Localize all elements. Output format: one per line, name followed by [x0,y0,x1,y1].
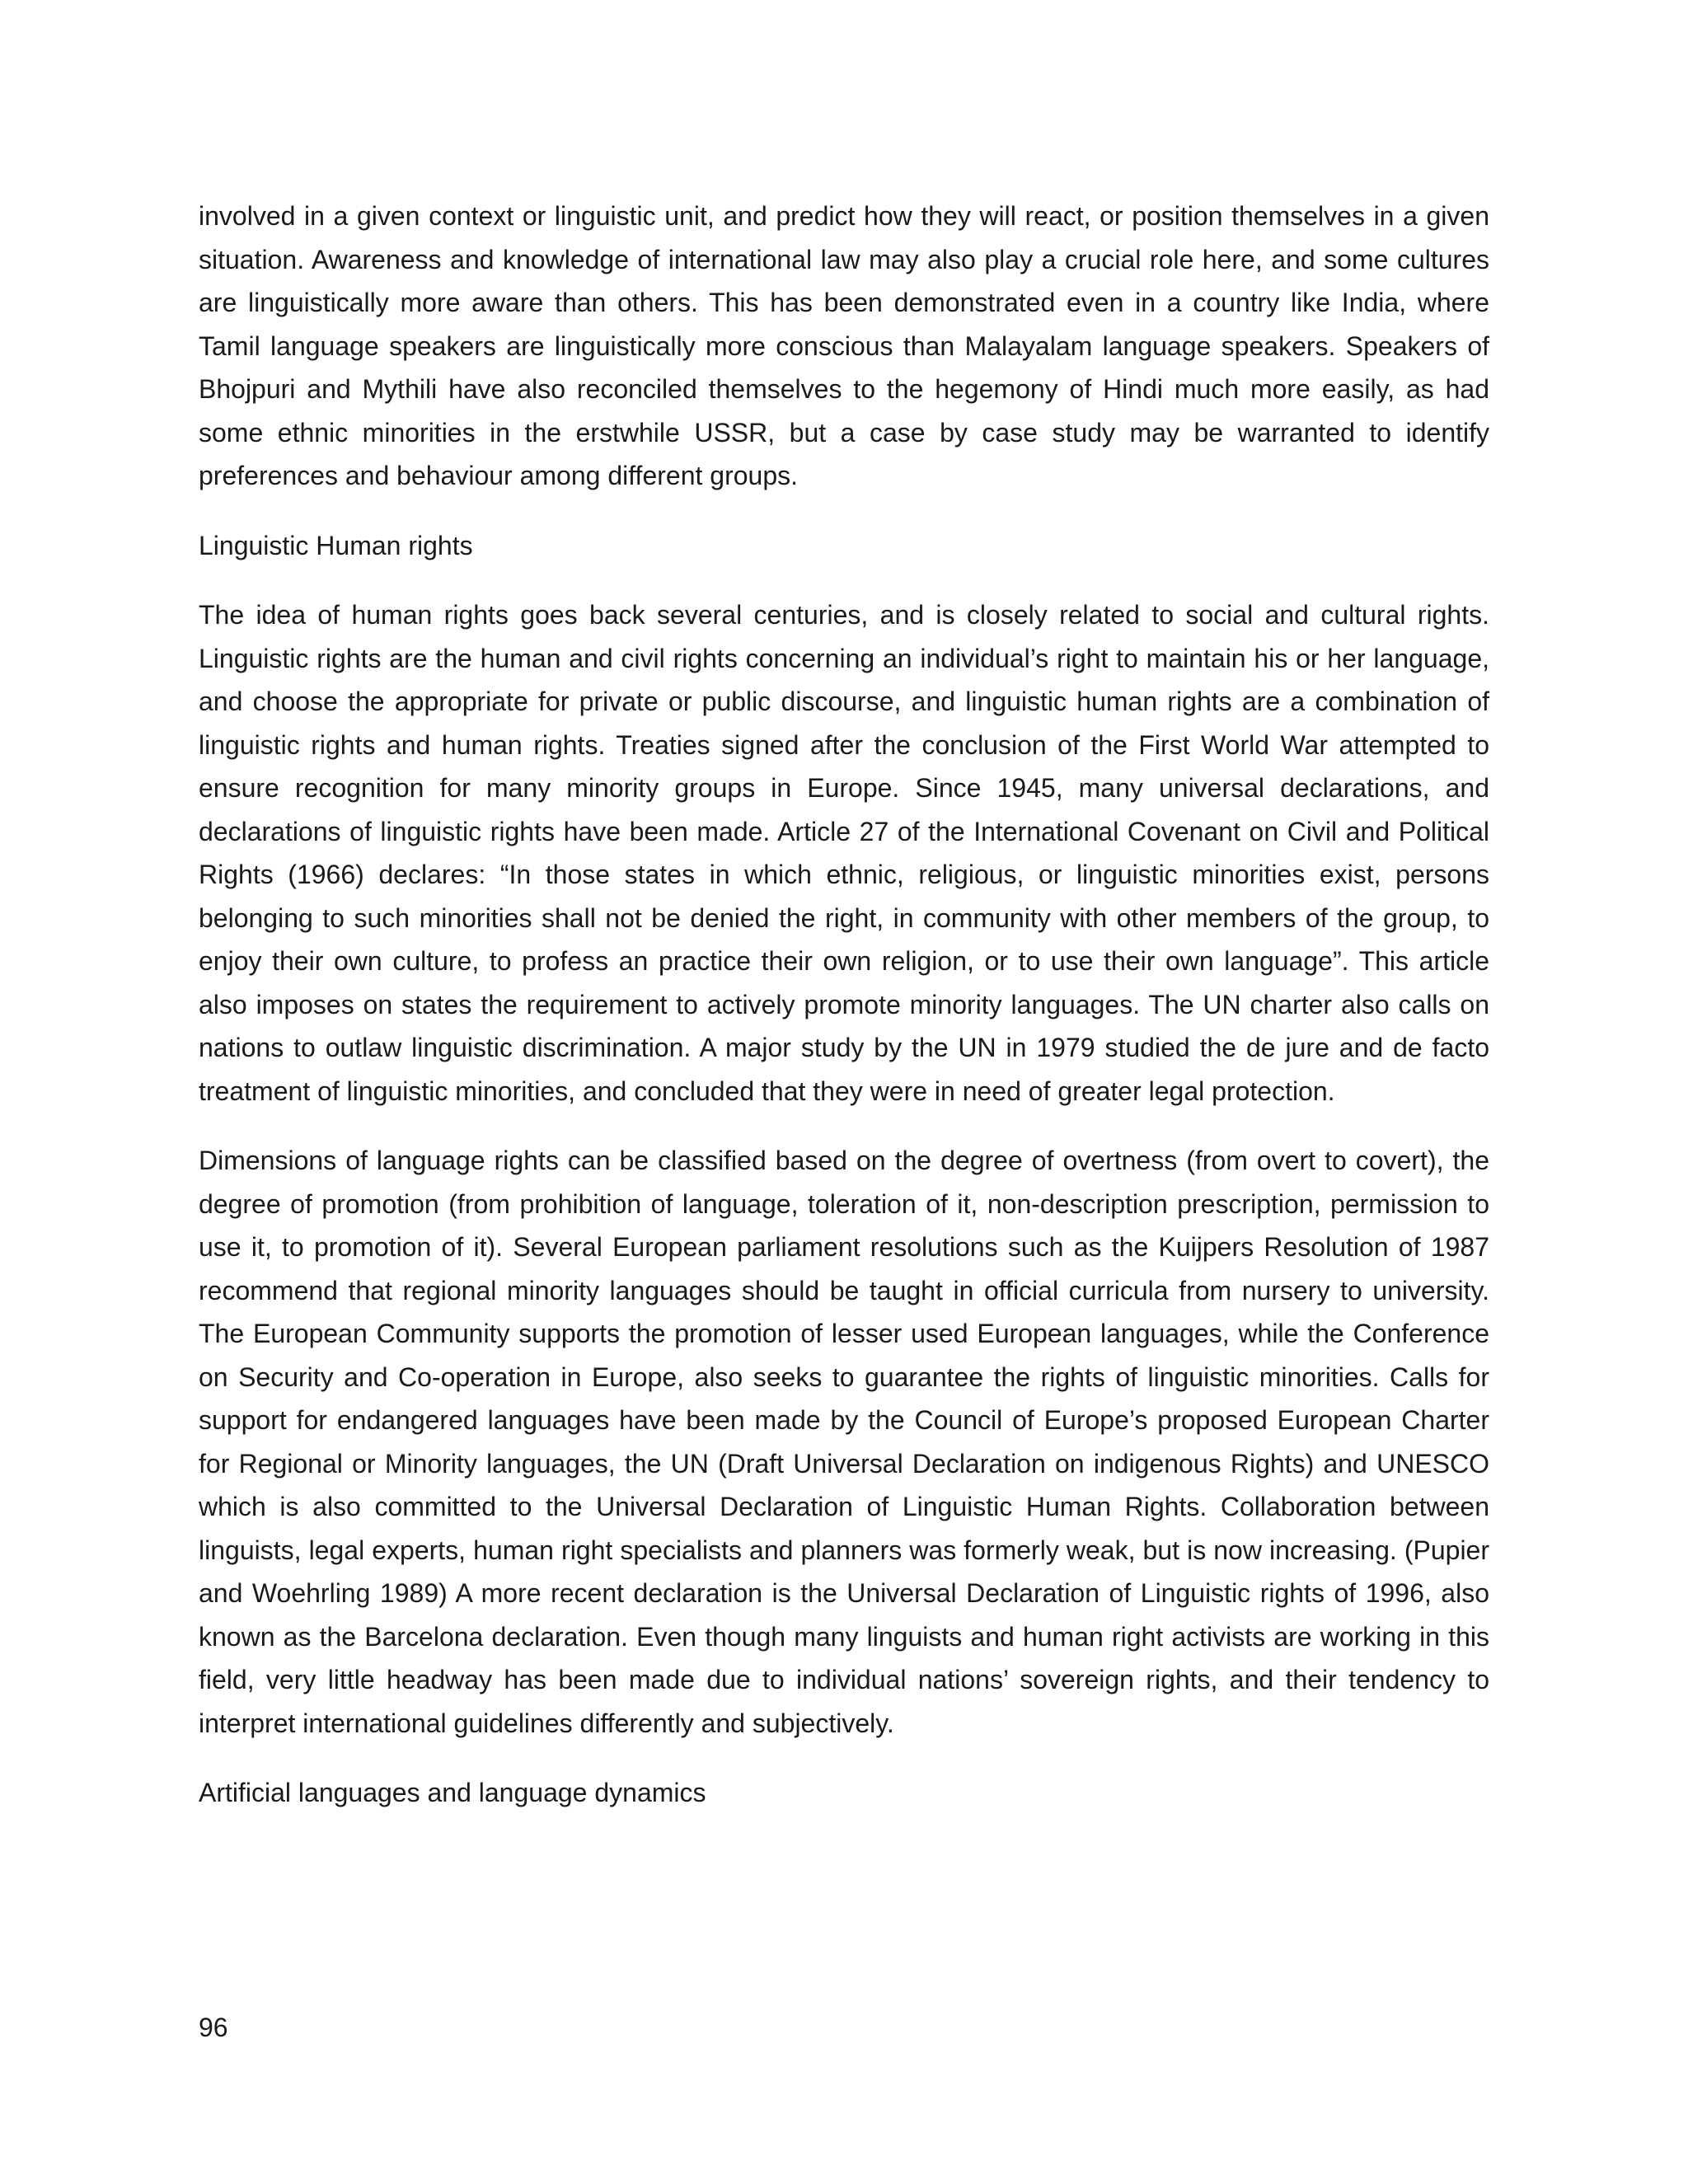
section-heading-artificial-languages: Artificial languages and language dynamics [199,1778,706,1807]
body-paragraph-1: involved in a given context or linguistic unit, and predict how they will react, or position themselves in a given situation. Awareness and knowledge of international law may also play a crucial role here, and some cultures are linguistically more aware than others. This has been demonstrated even in a country like India, where Tamil language speakers are linguistically more conscious than Malayalam language speakers. Speakers of Bhojpuri and Mythili have also reconciled themselves to the hegemony of Hindi much more easily, as had some ethnic minorities in the erstwhile USSR, but a case by case study may be warranted to identify preferences and behaviour among different groups. [199,201,1489,490]
body-paragraph-2: The idea of human rights goes back several centuries, and is closely related to social and cultural rights. Linguistic rights are the human and civil rights concerning an individual’s right to maintain his or her language, and choose the appropriate for private or public discourse, and linguistic human rights are a combination of linguistic rights and human rights. Treaties signed after the conclusion of the First World War attempted to ensure recognition for many minority groups in Europe. Since 1945, many universal declarations, and declarations of linguistic rights have been made. Article 27 of the International Covenant on Civil and Political Rights (1966) declares: “In those states in which ethnic, religious, or linguistic minorities exist, persons belonging to such minorities shall not be denied the right, in community with other members of the group, to enjoy their own culture, to profess an practice their own religion, or to use their own language”. This article also imposes on states the requirement to actively promote minority languages. The UN charter also calls on nations to outlaw linguistic discrimination. A major study by the UN in 1979 studied the de jure and de facto treatment of linguistic minorities, and concluded that they were in need of greater legal protection. [199,600,1489,1106]
page-number: 96 [199,2013,228,2042]
page-body [199,194,1489,1841]
body-paragraph-3: Dimensions of language rights can be classified based on the degree of overtness (from overt to covert), the degree of promotion (from prohibition of language, toleration of it, non-description prescription, permission to use it, to promotion of it). Several European parliament resolutions such as the Kuijpers Resolution of 1987 recommend that regional minority languages should be taught in official curricula from nursery to university. The European Community supports the promotion of lesser used European languages, while the Conference on Security and Co-operation in Europe, also seeks to guarantee the rights of linguistic minorities. Calls for support for endangered languages have been made by the Council of Europe’s proposed European Charter for Regional or Minority languages, the UN (Draft Universal Declaration on indigenous Rights) and UNESCO which is also committed to the Universal Declaration of Linguistic Human Rights. Collaboration between linguists, legal experts, human right specialists and planners was formerly weak, but is now increasing. (Pupier and Woehrling 1989) A more recent declaration is the Universal Declaration of Linguistic rights of 1996, also known as the Barcelona declaration. Even though many linguists and human right activists are working in this field, very little headway has been made due to individual nations’ sovereign rights, and their tendency to interpret international guidelines differently and subjectively. [199,1146,1489,1738]
section-heading-linguistic-human-rights: Linguistic Human rights [199,530,473,560]
